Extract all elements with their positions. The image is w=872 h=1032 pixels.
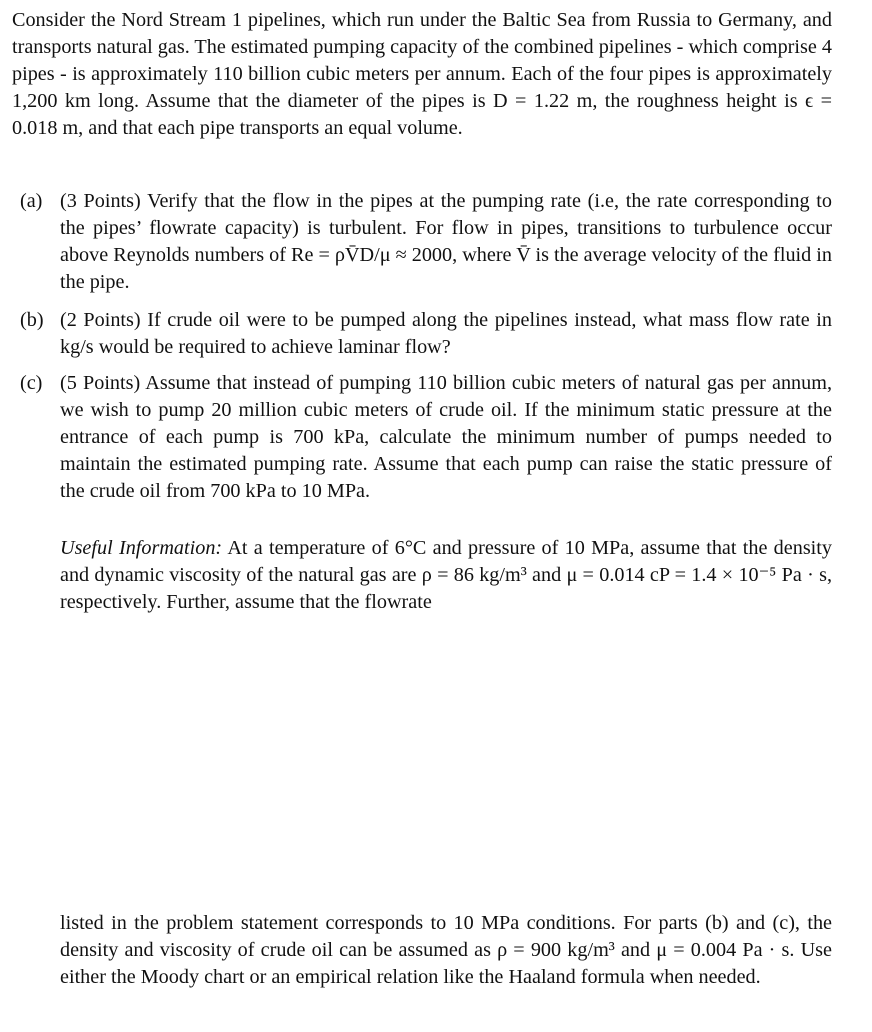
part-a [20, 188, 833, 296]
part-b-label: (b) [20, 309, 44, 331]
useful-information-continuation: listed in the problem statement corresponds to 10 MPa conditions. For parts (b) and (c), the density and viscosity of crude oil can be assumed as ρ = 900 kg/m³ and μ = 0.004 Pa · s. Use either the Moody chart or an empirical relation like the Haaland formula when needed. [60, 912, 832, 988]
useful-information-text: At a temperature of 6°C and pressure of 10 MPa, assume that the density and dynamic viscosity of the natural gas are ρ = 86 kg/m³ and μ = 0.014 cP = 1.4 × 10⁻⁵ Pa · s, respectively. Further, assume that the flowrate [60, 537, 832, 613]
part-a-text: (3 Points) Verify that the flow in the pipes at the pumping rate (i.e, the rate corresponding to the pipes’ flowrate capacity) is turbulent. For flow in pipes, transitions to turbulence occur above Reynolds numbers of Re = ρV̄D/μ ≈ 2000, where V̄ is the average velocity of the fluid in the pipe. [60, 190, 833, 293]
useful-information-heading: Useful Information: [60, 537, 223, 559]
part-c-text: (5 Points) Assume that instead of pumping 110 billion cubic meters of natural gas per annum, we wish to pump 20 million cubic meters of crude oil. If the minimum static pressure at the entrance of each pump is 700 kPa, calculate the minimum number of pumps needed to maintain the estimated pumping rate. Assume that each pump can raise the static pressure of the crude oil from 700 kPa to 10 MPa. [60, 372, 832, 502]
useful-information [60, 535, 832, 616]
problem-intro: Consider the Nord Stream 1 pipelines, which run under the Baltic Sea from Russia to Germany, and transports natural gas. The estimated pumping capacity of the combined pipelines - which comprise 4 pipes - is approximately 110 billion cubic meters per annum. Each of the four pipes is approximately 1,200 km long. Assume that the diameter of the pipes is D = 1.22 m, the roughness height is ϵ = 0.018 m, and that each pipe transports an equal volume. [12, 9, 832, 139]
part-b-text: (2 Points) If crude oil were to be pumped along the pipelines instead, what mass flow rate in kg/s would be required to achieve laminar flow? [60, 309, 832, 358]
part-a-label: (a) [20, 190, 43, 212]
part-c-label: (c) [20, 372, 43, 394]
part-b [20, 307, 832, 361]
part-c [20, 370, 832, 505]
